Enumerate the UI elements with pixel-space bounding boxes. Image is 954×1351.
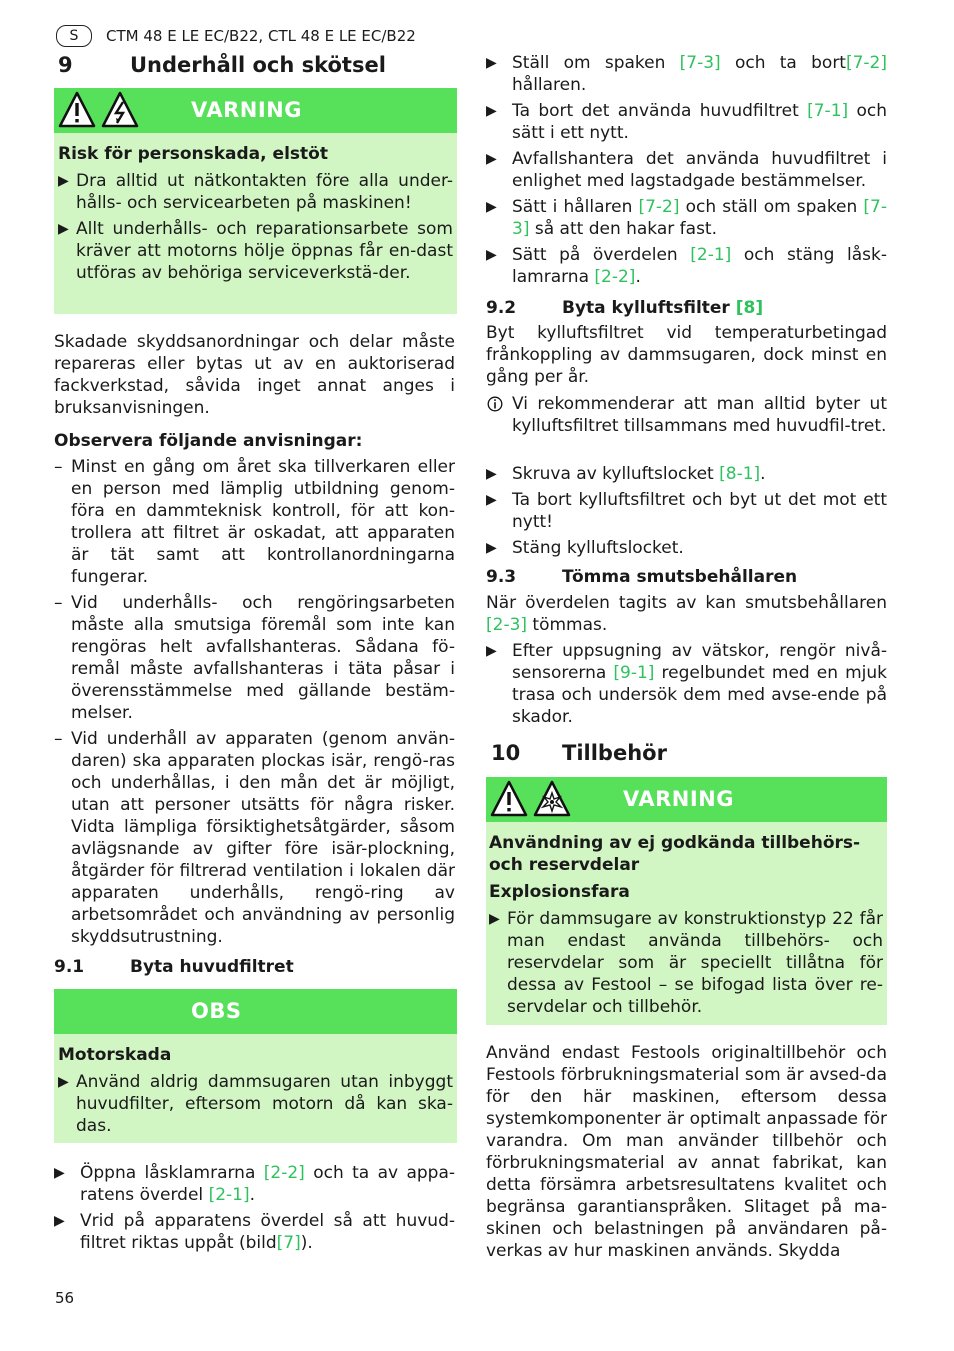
warning-body [486,822,887,1028]
language-badge: S [56,25,92,47]
bullet-triangle-icon: ▶ [486,540,497,556]
warning-body [54,133,457,294]
warning-item-text: Allt underhålls- och reparationsarbete som kräver att motorns hölje öppnas får en-dast utföras av behöriga serviceverkstä-der. [76,219,453,283]
dash-item: – Minst en gång om året ska tillverkaren eller en person med lämplig utbildning genom-föra en dammteknisk kontroll, för att kon-trollera att filtret är oskadat, att apparaten är tät samt att kontrollanordningarna fungerar. [54,457,455,587]
warning-title: VARNING [191,98,302,122]
section-9-heading [58,52,386,78]
section-title: Underhåll och skötsel [130,53,386,77]
warning-triangle-icon [58,91,96,129]
figure-reference: [7] [276,1233,301,1253]
figure-reference: [7-3] [512,197,887,239]
dash-list [54,456,455,952]
hazard-label: Explosionsfara [489,882,630,902]
bullet-triangle-icon: ▶ [58,173,69,189]
figure-reference: [2-3] [486,615,528,635]
figure-reference: [2-1] [690,245,732,265]
steps-left-list [54,1162,455,1258]
figure-reference: [2-2] [263,1163,305,1183]
dash-item: – Vid underhålls- och rengöringsarbeten måste alla smutsiga föremål som inte kan rengöras helt avfallshanteras. Sådana fö-remål måste avfallshanteras i täta påsar i överensstämmelse med gällande bestäm-melser. [54,593,455,723]
section-9-2-heading: 9.2 Byta kylluftsfilter [8] [486,298,764,318]
warning-risk-label: Användning av ej godkända tillbehörs- och reservdelar [489,833,861,875]
obs-box [54,989,457,1143]
warning-box-explosion [486,777,887,1025]
obs-header [54,989,457,1034]
bullet-triangle-icon: ▶ [486,103,497,119]
page-number: 56 [55,1289,75,1307]
bullet-triangle-icon: ▶ [54,1213,65,1229]
section-9-3-heading: 9.3 Tömma smutsbehållaren [486,567,798,587]
dash-item: – Vid underhåll av apparaten (genom använ-daren) ska apparaten plockas isär, rengö-ras och underhållas, i den mån det är möjligt, utan att personer utsätts för några risker. Vidta lämpliga försiktighetsåtgärder, såsom avlägsnande av gifter före isär-plockning, åtgärder för filtrerad ventilation i lokalen där apparaten underhålls, rengö-ring av arbetsområdet och användning av personlig skyddsutrustning. [54,729,455,947]
bullet-triangle-icon: ▶ [486,492,497,508]
step-item: ▶ Ställ om spaken [7-3] och ta bort[7-2] hållaren. [486,53,887,95]
warning-item: ▶ För dammsugare av konstruktionstyp 22 får man endast använda tillbehörs- och reservdelar som är speciellt tillåtna för dessa av Festool – se bifogad lista över re-servdelar och tillbehör. [489,909,883,1017]
step-item: ▶ Ta bort det använda huvudfiltret [7-1] och sätt i ett nytt. [486,101,887,143]
page-header [56,25,416,47]
step-item: ▶ Stäng kylluftslocket. [486,538,684,558]
explosion-icon [533,780,571,818]
bullet-triangle-icon: ▶ [486,466,497,482]
section-9-3-intro: När överdelen tagits av kan smutsbehållaren [2-3] tömmas. [486,593,887,635]
figure-reference: [2-1] [208,1185,250,1205]
warning-risk-label: Risk för personskada, elstöt [58,144,328,164]
section-9-2-intro: Byt kylluftsfiltret vid temperaturbetingad frånkoppling av dammsugaren, dock minst en gång per år. [486,323,887,387]
figure-reference: [9-1] [613,663,655,683]
bullet-triangle-icon: ▶ [486,55,497,71]
figure-reference: [7-2] [638,197,680,217]
warning-header [54,88,457,133]
step-item: ▶ Sätt på överdelen [2-1] och stäng låsk-lamrarna [2-2]. [486,245,887,287]
bullet-triangle-icon: ▶ [58,1074,69,1090]
figure-reference: [7-2] [845,53,887,73]
step-item: ▶ Sätt i hållaren [7-2] och ställ om spaken [7-3] så att den hakar fast. [486,197,887,239]
step-item: ▶ Avfallshantera det använda huvudfiltret i enlighet med lagstadgade bestämmelser. [486,149,887,191]
bullet-triangle-icon: ▶ [486,247,497,263]
warning-item-text: Dra alltid ut nätkontakten före alla under-hålls- och servicearbeten på maskinen! [76,171,453,213]
warning-title: VARNING [623,787,734,811]
warning-header [486,777,887,822]
step-item: ▶ Skruva av kylluftslocket [8-1]. [486,464,766,484]
section-9-1-heading: 9.1 Byta huvudfiltret [54,957,294,977]
info-icon [487,396,503,412]
figure-reference: [2-2] [594,267,636,287]
bullet-triangle-icon: ▶ [489,911,500,927]
figure-reference: [8-1] [719,464,761,484]
bullet-triangle-icon: ▶ [54,1165,65,1181]
figure-reference: [7-1] [807,101,849,121]
warning-item [58,170,453,214]
step-item: ▶ Ta bort kylluftsfiltret och byt ut det mot ett nytt! [486,490,887,532]
warning-box-electric [54,88,457,314]
tip-text: Vi rekommenderar att man alltid byter ut kylluftsfiltret tillsammans med huvudfil-tret. [512,394,887,436]
steps-right-list [486,52,887,292]
section-10-body: Använd endast Festools originaltillbehör och Festools förbrukningsmaterial som är avsed-da för den här maskinen, eftersom dessa systemkomponenter är optimalt anpassade för varandra. Om man använder tillbehör och förbrukningsmaterial av annat fabrikat, kan detta försämra arbetsresultatens kvalitet och begränsa garantianspråken. Slitaget på ma-skinen och belastningen på användaren på-verkas av hur maskinen används. Skydda [486,1043,887,1261]
figure-reference: [8] [735,298,764,318]
step-item: ▶ Vrid på apparatens överdel så att huvud-filtret riktas uppåt (bild[7]). [54,1211,455,1253]
step-item: ▶ Öppna låsklamrarna [2-2] och ta av appa-ratens överdel [2-1]. [54,1163,456,1205]
step-item: ▶ Efter uppsugning av vätskor, rengör nivå-sensorerna [9-1] regelbundet med en mjuk trasa och undersök dem med avse-ende på skador. [486,641,887,727]
obs-title: OBS [191,999,242,1023]
section-number: 9 [58,53,73,77]
figure-reference: [7-3] [679,53,721,73]
bullet-triangle-icon: ▶ [486,151,497,167]
bullet-triangle-icon: ▶ [486,199,497,215]
bullet-triangle-icon: ▶ [58,221,69,237]
bullet-triangle-icon: ▶ [486,643,497,659]
obs-body [54,1034,457,1147]
electric-shock-icon [101,91,139,129]
observe-label: Observera följande anvisningar: [54,431,363,451]
tip-note [486,393,887,437]
steps-9-2-list [486,463,887,563]
warning-triangle-icon [490,780,528,818]
model-title: CTM 48 E LE EC/B22, CTL 48 E LE EC/B22 [106,27,416,45]
section-10-heading: 10 Tillbehör [491,741,667,765]
section-9-intro: Skadade skyddsanordningar och delar måste repareras eller bytas ut av en auktoriserad fackverkstad, såvida inget annat anges i bruksanvisningen. [54,332,455,418]
obs-risk-label: Motorskada [58,1045,172,1065]
warning-item [58,218,453,284]
steps-9-3-list [486,640,887,732]
obs-item: ▶ Använd aldrig dammsugaren utan inbyggt huvudfilter, eftersom motorn då kan ska-das. [58,1072,453,1136]
